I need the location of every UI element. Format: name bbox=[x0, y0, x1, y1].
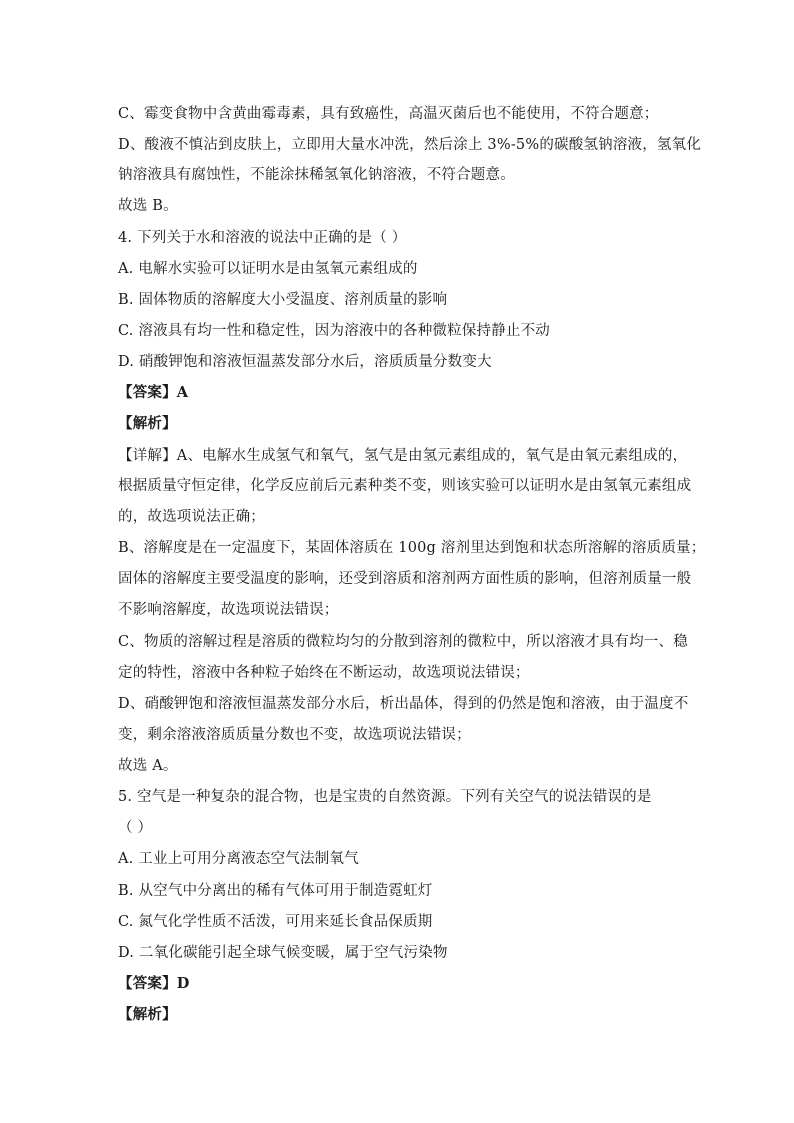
option-line: B. 从空气中分离出的稀有气体可用于制造霓虹灯 bbox=[118, 883, 433, 899]
analysis-label: 【解析】 bbox=[118, 1006, 177, 1023]
text-line: 根据质量守恒定律，化学反应前后元素种类不变，则该实验可以证明水是由氢氧元素组成 bbox=[118, 478, 692, 494]
text-line: D、硝酸钾饱和溶液恒温蒸发部分水后，析出晶体，得到的仍然是饱和溶液，由于温度不 bbox=[118, 696, 689, 712]
text-line: 定的特性，溶液中各种粒子始终在不断运动，故选项说法错误； bbox=[118, 665, 530, 681]
text-line: 钠溶液具有腐蚀性，不能涂抹稀氢氧化钠溶液，不符合题意。 bbox=[118, 167, 515, 183]
text-line: 变，剩余溶液溶质质量分数也不变，故选项说法错误； bbox=[118, 727, 471, 743]
text-line: 固体的溶解度主要受温度的影响，还受到溶质和溶剂两方面性质的影响，但溶剂质量一般 bbox=[118, 571, 692, 587]
text-line: C、物质的溶解过程是溶质的微粒均匀的分散到溶剂的微粒中，所以溶液才具有均一、稳 bbox=[118, 634, 688, 650]
option-line: D. 硝酸钾饱和溶液恒温蒸发部分水后，溶质质量分数变大 bbox=[118, 354, 492, 370]
option-line: D. 二氧化碳能引起全球气候变暖，属于空气污染物 bbox=[118, 945, 448, 961]
text-line: 的，故选项说法正确； bbox=[118, 509, 265, 525]
text-line: 故选 B。 bbox=[118, 198, 178, 214]
text-line: B、溶解度是在一定温度下，某固体溶质在 100g 溶剂里达到饱和状态所溶解的溶质质量； bbox=[118, 540, 706, 556]
option-line: A. 工业上可用分离液态空气法制氧气 bbox=[118, 851, 359, 867]
answer-label: 【答案】D bbox=[118, 975, 190, 992]
option-line: C. 溶液具有均一性和稳定性，因为溶液中的各种微粒保持静止不动 bbox=[118, 323, 550, 339]
text-line: D、酸液不慎沾到皮肤上，立即用大量水冲洗，然后涂上 3%-5%的碳酸氢钠溶液，氢氧化 bbox=[118, 137, 702, 153]
text-line: 不影响溶解度，故选项说法错误； bbox=[118, 602, 339, 618]
analysis-label: 【解析】 bbox=[118, 415, 177, 432]
question-stem: 4. 下列关于水和溶液的说法中正确的是（ ） bbox=[118, 230, 407, 246]
answer-label: 【答案】A bbox=[118, 384, 189, 401]
text-line: 故选 A。 bbox=[118, 758, 178, 774]
option-line: B. 固体物质的溶解度大小受温度、溶剂质量的影响 bbox=[118, 292, 448, 308]
question-stem: （ ） bbox=[118, 820, 153, 836]
text-line: C、霉变食物中含黄曲霉毒素，具有致癌性，高温灭菌后也不能使用，不符合题意； bbox=[118, 106, 659, 122]
option-line: C. 氮气化学性质不活泼，可用来延长食品保质期 bbox=[118, 914, 433, 930]
text-line: 【详解】A、电解水生成氢气和氧气，氢气是由氢元素组成的，氧气是由氧元素组成的， bbox=[118, 448, 688, 464]
option-line: A. 电解水实验可以证明水是由氢氧元素组成的 bbox=[118, 261, 418, 277]
question-stem: 5. 空气是一种复杂的混合物，也是宝贵的自然资源。下列有关空气的说法错误的是 bbox=[118, 789, 652, 805]
